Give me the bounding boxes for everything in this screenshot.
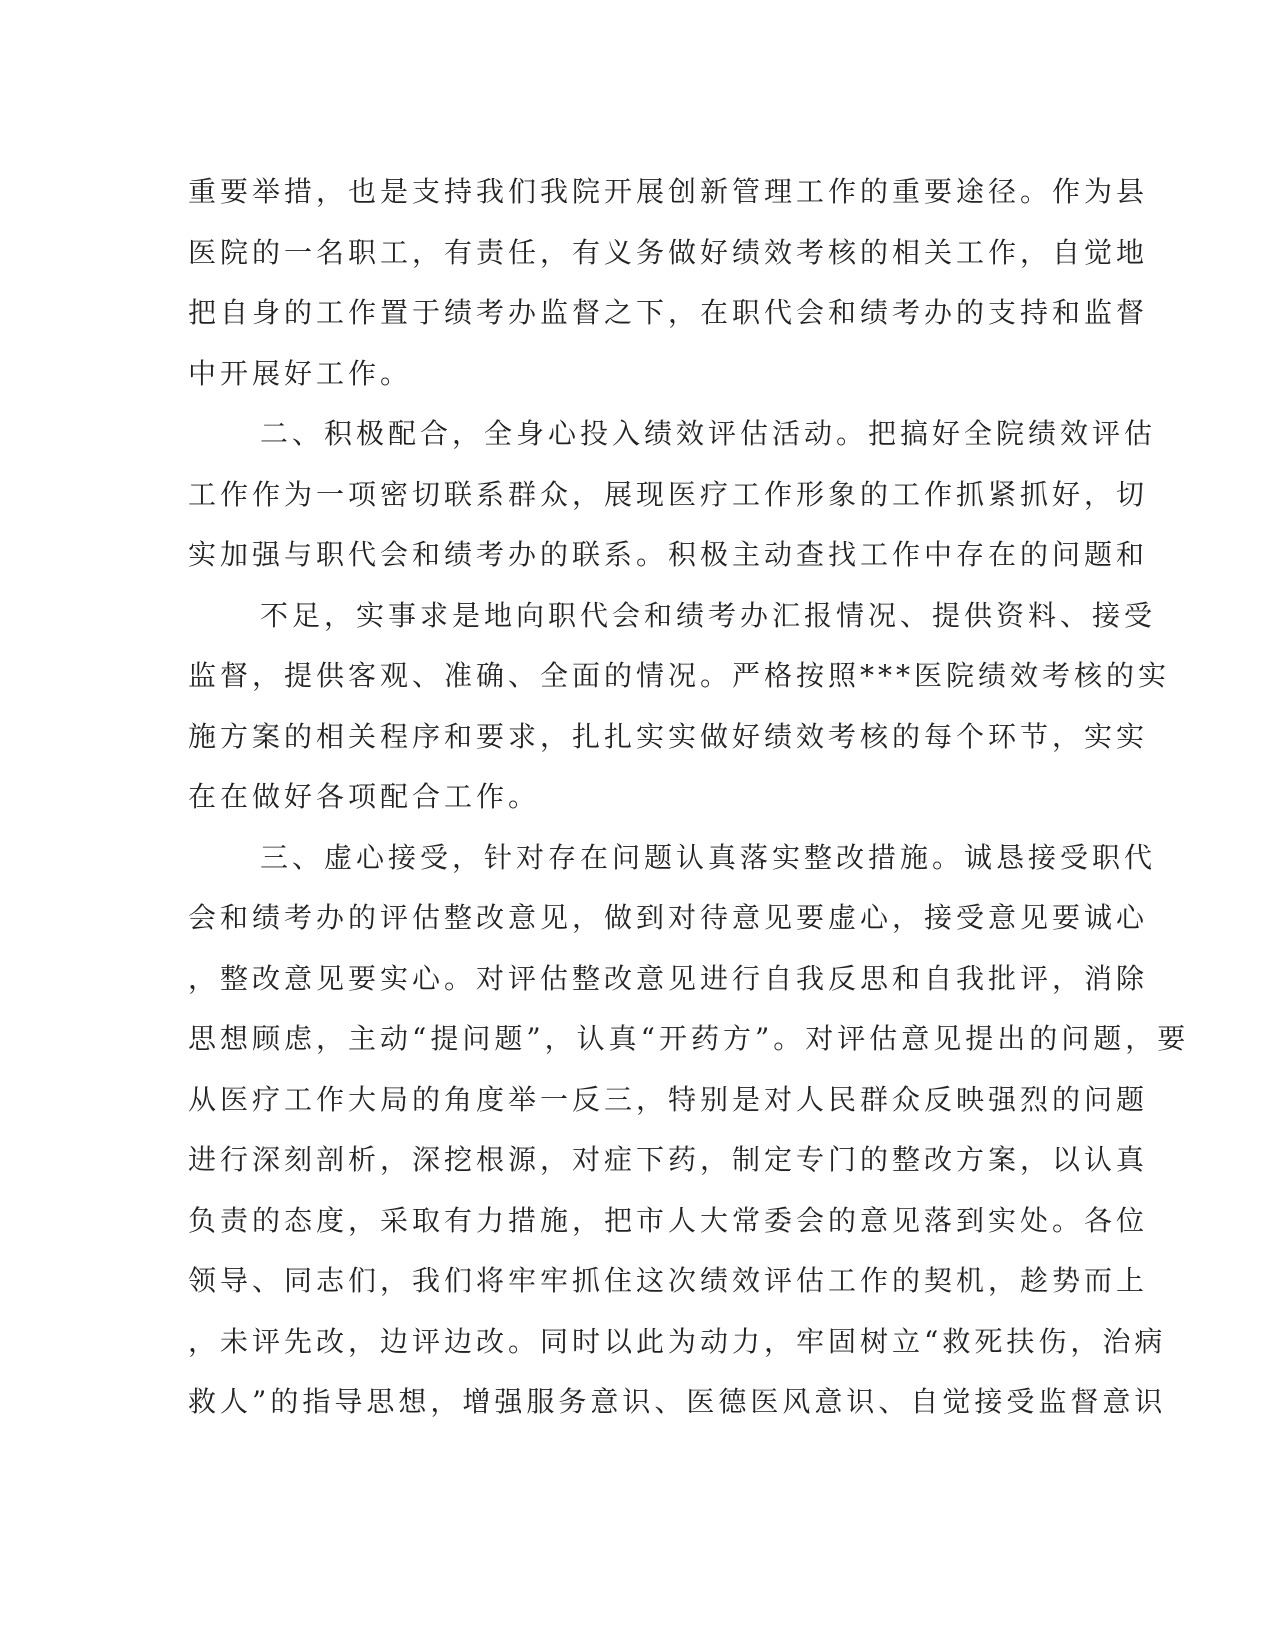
text-line: 负责的态度，采取有力措施，把市人大常委会的意见落到实处。各位 bbox=[188, 1203, 1149, 1237]
text-line: 中开展好工作。 bbox=[188, 356, 413, 390]
text-line: 进行深刻剖析，深挖根源，对症下药，制定专门的整改方案，以认真 bbox=[188, 1143, 1149, 1176]
text-line: 实加强与职代会和绩考办的联系。积极主动查找工作中存在的问题和 bbox=[188, 538, 1149, 571]
body-text bbox=[188, 162, 1190, 1433]
text-line: 领导、同志们，我们将牢牢抓住这次绩效评估工作的契机，趁势而上 bbox=[188, 1264, 1149, 1297]
text-line: 把自身的工作置于绩考办监督之下，在职代会和绩考办的支持和监督 bbox=[188, 296, 1149, 329]
section-heading-line: 三、虚心接受，针对存在问题认真落实整改措施。诚恳接受职代 bbox=[260, 840, 1157, 874]
text-line: 工作作为一项密切联系群众，展现医疗工作形象的工作抓紧抓好，切 bbox=[188, 477, 1149, 511]
text-line: 不足，实事求是地向职代会和绩考办汇报情况、提供资料、接受 bbox=[260, 598, 1157, 632]
text-line: 施方案的相关程序和要求，扎扎实实做好绩效考核的每个环节，实实 bbox=[188, 719, 1149, 753]
text-line: 救人”的指导思想，增强服务意识、医德医风意识、自觉接受监督意识 bbox=[188, 1385, 1167, 1418]
text-line: 监督，提供客观、准确、全面的情况。严格按照***医院绩效考核的实 bbox=[188, 659, 1171, 692]
text-line: ，整改意见要实心。对评估整改意见进行自我反思和自我批评，消除 bbox=[188, 961, 1149, 995]
section-heading-line: 二、积极配合，全身心投入绩效评估活动。把搞好全院绩效评估 bbox=[260, 417, 1157, 450]
text-line: 会和绩考办的评估整改意见，做到对待意见要虚心，接受意见要诚心 bbox=[188, 901, 1149, 934]
text-line: ，未评先改，边评边改。同时以此为动力，牢固树立“救死扶伤，治病 bbox=[188, 1324, 1167, 1358]
text-line: 重要举措，也是支持我们我院开展创新管理工作的重要途径。作为县 bbox=[188, 175, 1149, 208]
text-line: 思想顾虑，主动“提问题”，认真“开药方”。对评估意见提出的问题，要 bbox=[188, 1022, 1190, 1055]
text-line: 医院的一名职工，有责任，有义务做好绩效考核的相关工作，自觉地 bbox=[188, 235, 1149, 269]
text-line: 从医疗工作大局的角度举一反三，特别是对人民群众反映强烈的问题 bbox=[188, 1082, 1149, 1116]
text-line: 在在做好各项配合工作。 bbox=[188, 780, 541, 813]
